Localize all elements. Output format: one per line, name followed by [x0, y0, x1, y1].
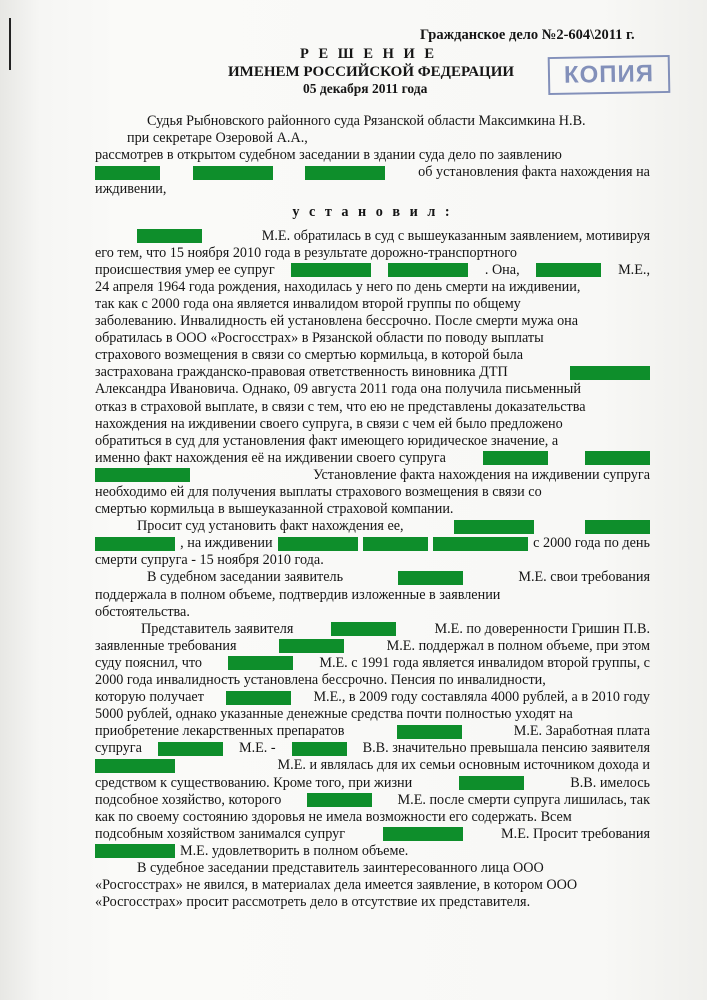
redaction-block [278, 537, 358, 551]
case-number: Гражданское дело №2-604\2011 г. [420, 27, 635, 43]
text-line: супруга М.Е. - В.В. значительно превышала пенсию заявителя [95, 740, 650, 757]
text-line: обратилась в ООО «Росгосстрах» в Рязанской области по поводу выплаты [95, 330, 544, 347]
text-line: приобретение лекарственных препаратов М.Е. Заработная плата [95, 723, 650, 740]
redaction-block [383, 827, 463, 841]
redaction-block [459, 776, 524, 790]
text-line: происшествия умер ее супруг . Она, М.Е., [95, 261, 650, 278]
decision-date: 05 декабря 2011 года [303, 81, 428, 96]
redaction-block [292, 742, 347, 756]
text-line: как по своему состоянию здоровья не имела возможности его содержать. Всем [95, 808, 572, 825]
redaction-block [363, 537, 428, 551]
redaction-block [226, 691, 291, 705]
text-line: В судебном заседании заявитель М.Е. свои требования [147, 569, 650, 586]
text-line: подсобное хозяйство, которого М.Е. после смерти супруга лишилась, так [95, 791, 650, 808]
text-line: М.Е. и являлась для их семьи основным источником дохода и [95, 757, 650, 774]
text-line: Просит суд установить факт нахождения ее, [95, 518, 650, 535]
text-line: Судья Рыбновского районного суда Рязанской области Максимкина Н.В. [147, 113, 586, 129]
text-line: обратиться в суд для установления факт имеющего юридическое значение, а [95, 432, 559, 449]
redaction-block [585, 451, 650, 465]
text-line: Александра Ивановича. Однако, 09 августа 2011 года она получила письменный [95, 381, 581, 398]
redaction-block [331, 622, 396, 636]
decision-body [95, 113, 650, 911]
text-line: «Росгосстрах» не явился, в материалах дела имеется заявление, в котором ООО [95, 877, 578, 894]
text-line: средством к существованию. Кроме того, при жизни В.В. имелось [95, 774, 650, 791]
text-line: В судебное заседании представитель заинтересованного лица ООО [137, 860, 544, 877]
text-line: именно факт нахождения её на иждивении своего супруга [95, 450, 650, 467]
redaction-block [388, 263, 468, 277]
redaction-block [433, 537, 528, 551]
text-line: страхового возмещения в связи со смертью кормильца, в которой была [95, 347, 524, 364]
text-line: рассмотрев в открытом судебном заседании в здании суда дело по заявлению [95, 147, 562, 164]
text-line: Установление факта нахождения на иждивении супруга [95, 467, 650, 484]
margin-mark [9, 18, 11, 70]
decision-title: Р Е Ш Е Н И Е [300, 46, 438, 62]
text-line: нахождения на иждивении своего супруга, в связи с чем ей было предложено [95, 415, 563, 432]
redaction-block [397, 725, 462, 739]
decision-subtitle: ИМЕНЕМ РОССИЙСКОЙ ФЕДЕРАЦИИ [228, 64, 515, 80]
text-line: смерти супруга - 15 ноября 2010 года. [95, 552, 324, 569]
redaction-block [291, 263, 371, 277]
redaction-block [305, 166, 385, 180]
text-line: отказ в страховой выплате, в связи с тем, что ею не представлены доказательства [95, 398, 586, 415]
text-line: которую получает М.Е., в 2009 году составляла 4000 рублей, а в 2010 году [95, 689, 650, 706]
text-line: М.Е. удовлетворить в полном объеме. [95, 843, 650, 860]
text-line: иждивении, [95, 181, 167, 198]
text-line: при секретаре Озеровой А.А., [127, 130, 308, 147]
text-line: об установления факта нахождения на [95, 164, 650, 181]
redaction-block [95, 844, 175, 858]
redaction-block [137, 229, 202, 243]
text-line: обстоятельства. [95, 603, 190, 620]
redaction-block [95, 468, 190, 482]
text-line: поддержала в полном объеме, подтвердив изложенные в заявлении [95, 586, 501, 603]
text-line: необходимо ей для получения выплаты страхового возмещения в связи со [95, 483, 542, 500]
copy-stamp: КОПИЯ [548, 55, 671, 95]
redaction-block [585, 520, 650, 534]
redaction-block [307, 793, 372, 807]
redaction-block [95, 166, 160, 180]
redaction-block [95, 759, 175, 773]
text-line: так как с 2000 года она является инвалидом второй группы по общему [95, 295, 521, 312]
text-line: застрахована гражданско-правовая ответственность виновника ДТП [95, 364, 650, 381]
redaction-block [228, 656, 293, 670]
text-line: заболеванию. Инвалидность ей установлена бессрочно. После смерти мужа она [95, 313, 579, 330]
text-line: 5000 рублей, однако указанные денежные средства почти полностью уходят на [95, 706, 573, 723]
text-line: Представитель заявителя М.Е. по доверенности Гришин П.В. [141, 620, 650, 637]
text-line: , на иждивении с 2000 года по день [95, 535, 650, 552]
redaction-block [193, 166, 273, 180]
text-line: смертью кормильца в вышеуказанной страховой компании. [95, 501, 454, 518]
redaction-block [536, 263, 601, 277]
text-line: 24 апреля 1964 года рождения, находилась у него по день смерти на иждивении, [95, 278, 581, 295]
redaction-block [454, 520, 534, 534]
text-line: подсобным хозяйством занимался супруг М.Е. Просит требования [95, 825, 650, 842]
text-line: суду пояснил, что М.Е. с 1991 года является инвалидом второй группы, с [95, 654, 650, 671]
text-line: «Росгосстрах» просит рассмотреть дело в отсутствие их представителя. [95, 894, 531, 911]
text-line: его тем, что 15 ноября 2010 года в результате дорожно-транспортного [95, 244, 517, 261]
text-line: 2000 года инвалидность установлена бессрочно. Пенсия по инвалидности, [95, 672, 546, 688]
redaction-block [279, 639, 344, 653]
redaction-block [483, 451, 548, 465]
redaction-block [158, 742, 223, 756]
redaction-block [398, 571, 463, 585]
redaction-block [95, 537, 175, 551]
text-line: заявленные требования М.Е. поддержал в полном объеме, при этом [95, 637, 650, 654]
redaction-block [570, 366, 650, 380]
text-line: М.Е. обратилась в суд с вышеуказанным заявлением, мотивируя [95, 228, 650, 245]
established-heading: у с т а н о в и л : [292, 204, 453, 221]
